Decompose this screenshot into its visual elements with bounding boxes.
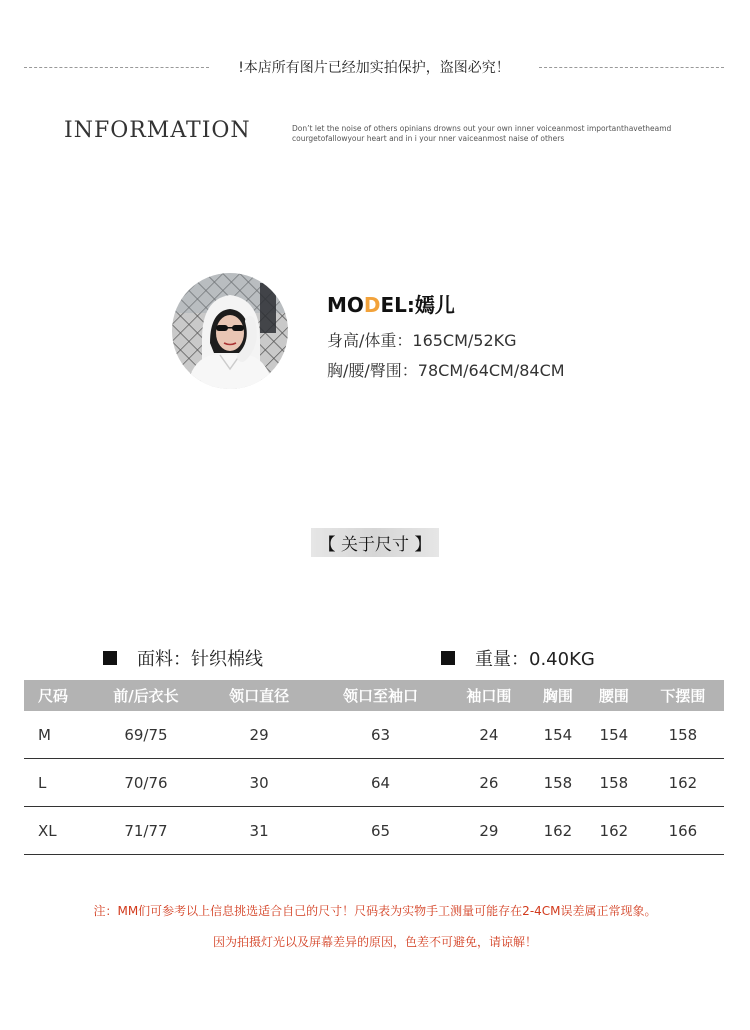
table-header: 袖口围 <box>448 680 530 711</box>
table-header: 前/后衣长 <box>87 680 205 711</box>
table-cell: 154 <box>530 711 586 759</box>
table-row <box>24 807 724 855</box>
table-cell: M <box>24 711 87 759</box>
information-description-line: courgetofallowyour heart and in i your nner vaiceanmost naise of others <box>292 134 565 143</box>
table-cell: 166 <box>642 807 724 855</box>
table-cell: 158 <box>642 711 724 759</box>
model-measurements: 胸/腰/臀围：78CM/64CM/84CM <box>327 361 565 380</box>
fabric-fact <box>103 645 263 671</box>
size-table <box>24 680 724 855</box>
table-cell: 64 <box>313 759 448 807</box>
table-cell: L <box>24 759 87 807</box>
table-cell: 29 <box>448 807 530 855</box>
table-cell: 69/75 <box>87 711 205 759</box>
square-bullet-icon <box>103 651 117 665</box>
model-label-prefix: MO <box>327 293 364 317</box>
model-height-weight: 身高/体重：165CM/52KG <box>327 331 517 350</box>
table-row <box>24 759 724 807</box>
table-cell: 29 <box>205 711 313 759</box>
table-cell: XL <box>24 807 87 855</box>
table-header: 领口直径 <box>205 680 313 711</box>
table-cell: 26 <box>448 759 530 807</box>
table-header: 下摆围 <box>642 680 724 711</box>
table-cell: 162 <box>586 807 642 855</box>
table-header: 腰围 <box>586 680 642 711</box>
copyright-notice-text: !本店所有图片已经加实拍保护，盗图必究！ <box>238 60 510 76</box>
model-name <box>327 289 565 318</box>
model-avatar <box>172 273 288 389</box>
table-header: 胸围 <box>530 680 586 711</box>
table-cell: 162 <box>642 759 724 807</box>
color-note: 因为拍摄灯光以及屏幕差异的原因，色差不可避免，请谅解！ <box>212 935 537 949</box>
table-cell: 162 <box>530 807 586 855</box>
table-header: 尺码 <box>24 680 87 711</box>
model-name-value: 嫣儿 <box>414 293 455 317</box>
model-info <box>327 289 565 388</box>
weight-fact <box>441 645 595 671</box>
table-header: 领口至袖口 <box>313 680 448 711</box>
information-description <box>292 124 712 144</box>
size-note: 注：MM们可参考以上信息挑选适合自己的尺寸！尺码表为实物手工测量可能存在2-4CM误差属正常现象。 <box>93 904 657 918</box>
table-cell: 154 <box>586 711 642 759</box>
model-label-accent: D <box>363 293 381 317</box>
table-header-row <box>24 680 724 711</box>
product-facts <box>0 645 750 669</box>
fabric-label: 面料：针织棉线 <box>137 649 263 670</box>
weight-label: 重量：0.40KG <box>475 649 595 670</box>
model-photo-icon <box>172 273 288 389</box>
table-cell: 158 <box>586 759 642 807</box>
table-cell: 158 <box>530 759 586 807</box>
size-section-label: 【 关于尺寸 】 <box>311 528 440 557</box>
information-description-line: Don’t let the noise of others opinians drowns out your own inner voiceanmost importanthavetheamd <box>292 124 672 133</box>
dashed-divider-right <box>539 67 724 68</box>
table-cell: 70/76 <box>87 759 205 807</box>
table-cell: 24 <box>448 711 530 759</box>
square-bullet-icon <box>441 651 455 665</box>
copyright-notice <box>24 57 724 77</box>
table-cell: 30 <box>205 759 313 807</box>
information-title: INFORMATION <box>64 118 251 143</box>
table-cell: 65 <box>313 807 448 855</box>
size-section-title <box>0 528 750 557</box>
table-cell: 63 <box>313 711 448 759</box>
table-cell: 71/77 <box>87 807 205 855</box>
table-cell: 31 <box>205 807 313 855</box>
table-row <box>24 711 724 759</box>
model-label-suffix: EL: <box>380 293 415 317</box>
